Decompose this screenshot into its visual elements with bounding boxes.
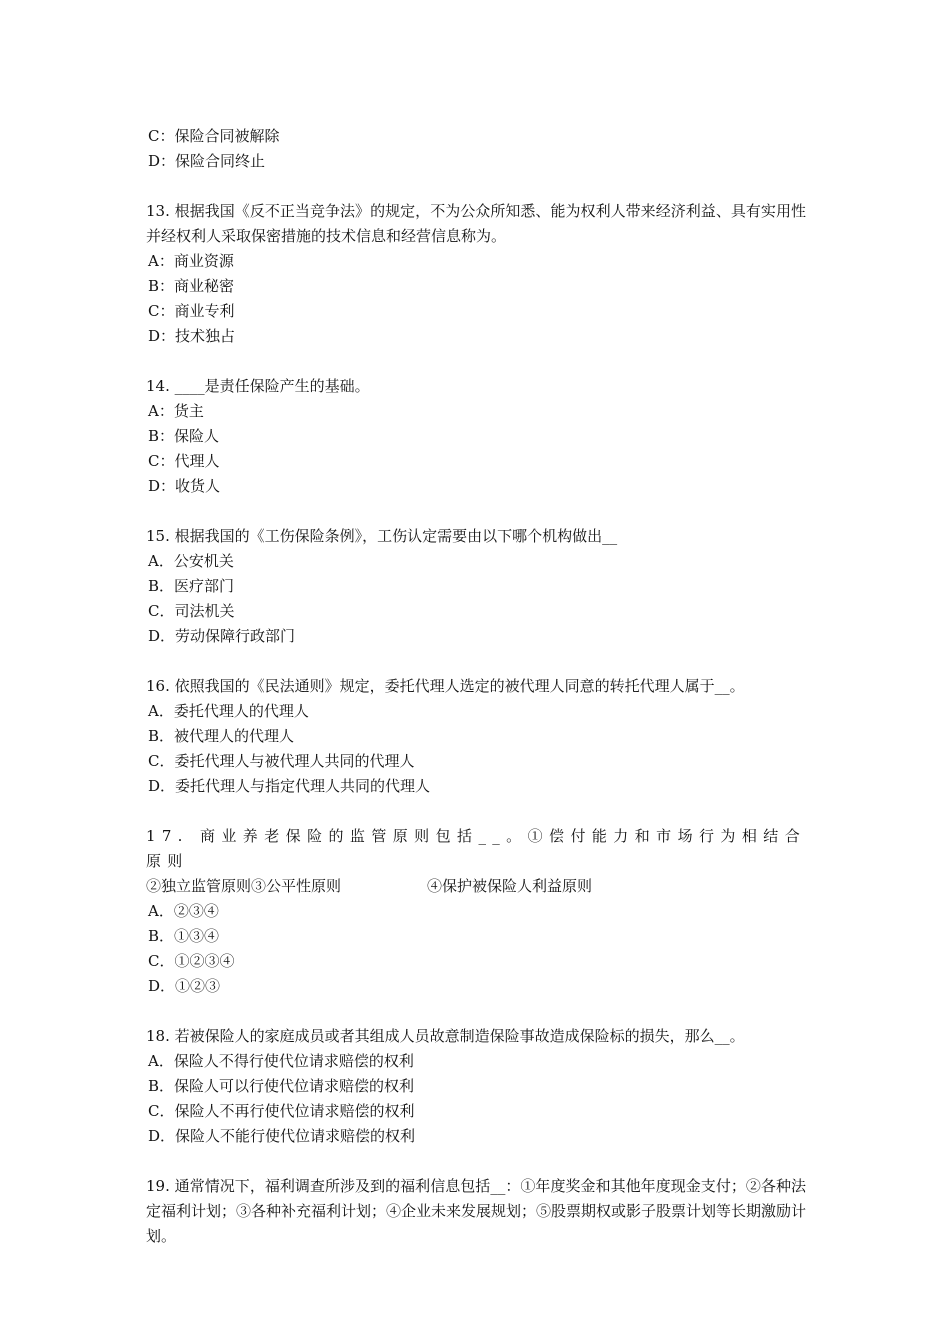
question-19: 19. 通常情况下，福利调查所涉及到的福利信息包括__：①年度奖金和其他年度现金支付；②各种法定福利计划；③各种补充福利计划；④企业未来发展规划；⑤股票期权或影子股票计划等长期激励计划。	[146, 1177, 807, 1245]
question-13: 13. 根据我国《反不正当竞争法》的规定，不为公众所知悉、能为权利人带来经济利益、具有实用性并经权利人采取保密措施的技术信息和经营信息称为。	[146, 202, 806, 245]
option-b-15: B．医疗部门	[148, 577, 235, 595]
option-c-18: C．保险人不再行使代位请求赔偿的权利	[148, 1102, 415, 1120]
option-b-13: B：商业秘密	[148, 277, 235, 295]
option-d-15: D．劳动保障行政部门	[148, 627, 296, 645]
option-c-15: C．司法机关	[148, 602, 235, 620]
option-a-13: A：商业资源	[148, 252, 234, 270]
document-content	[146, 124, 806, 1249]
option-d-prev: D：保险合同终止	[148, 152, 266, 170]
option-d-17: D．①②③	[148, 977, 221, 995]
question-15: 15. 根据我国的《工伤保险条例》，工伤认定需要由以下哪个机构做出__	[146, 527, 618, 545]
option-a-18: A．保险人不得行使代位请求赔偿的权利	[148, 1052, 414, 1070]
question-16: 16. 依照我国的《民法通则》规定，委托代理人选定的被代理人同意的转托代理人属于__。	[146, 677, 745, 695]
question-17-line2	[146, 874, 806, 899]
option-a-15: A．公安机关	[148, 552, 234, 570]
option-a-16: A．委托代理人的代理人	[148, 702, 309, 720]
option-c-14: C：代理人	[148, 452, 220, 470]
option-d-16: D．委托代理人与指定代理人共同的代理人	[148, 777, 431, 795]
option-d-13: D：技术独占	[148, 327, 236, 345]
option-b-16: B．被代理人的代理人	[148, 727, 295, 745]
option-c-16: C．委托代理人与被代理人共同的代理人	[148, 752, 415, 770]
option-c-prev: C：保险合同被解除	[148, 127, 280, 145]
option-b-17: B．①③④	[148, 927, 220, 945]
option-d-18: D．保险人不能行使代位请求赔偿的权利	[148, 1127, 416, 1145]
option-c-13: C：商业专利	[148, 302, 235, 320]
question-17-line1: 17. 商业养老保险的监管原则包括__。①偿付能力和市场行为相结合原则	[146, 827, 806, 870]
option-a-14: A：货主	[148, 402, 204, 420]
question-14: 14. ____是责任保险产生的基础。	[146, 377, 370, 395]
question-18: 18. 若被保险人的家庭成员或者其组成人员故意制造保险事故造成保险标的损失，那么__。	[146, 1027, 745, 1045]
option-c-17: C．①②③④	[148, 952, 235, 970]
question-17-line2b: ④保护被保险人利益原则	[427, 877, 593, 895]
option-d-14: D：收货人	[148, 477, 221, 495]
option-b-18: B．保险人可以行使代位请求赔偿的权利	[148, 1077, 415, 1095]
option-a-17: A．②③④	[148, 902, 219, 920]
option-b-14: B：保险人	[148, 427, 220, 445]
question-17-line2a: ②独立监管原则③公平性原则	[146, 877, 342, 895]
